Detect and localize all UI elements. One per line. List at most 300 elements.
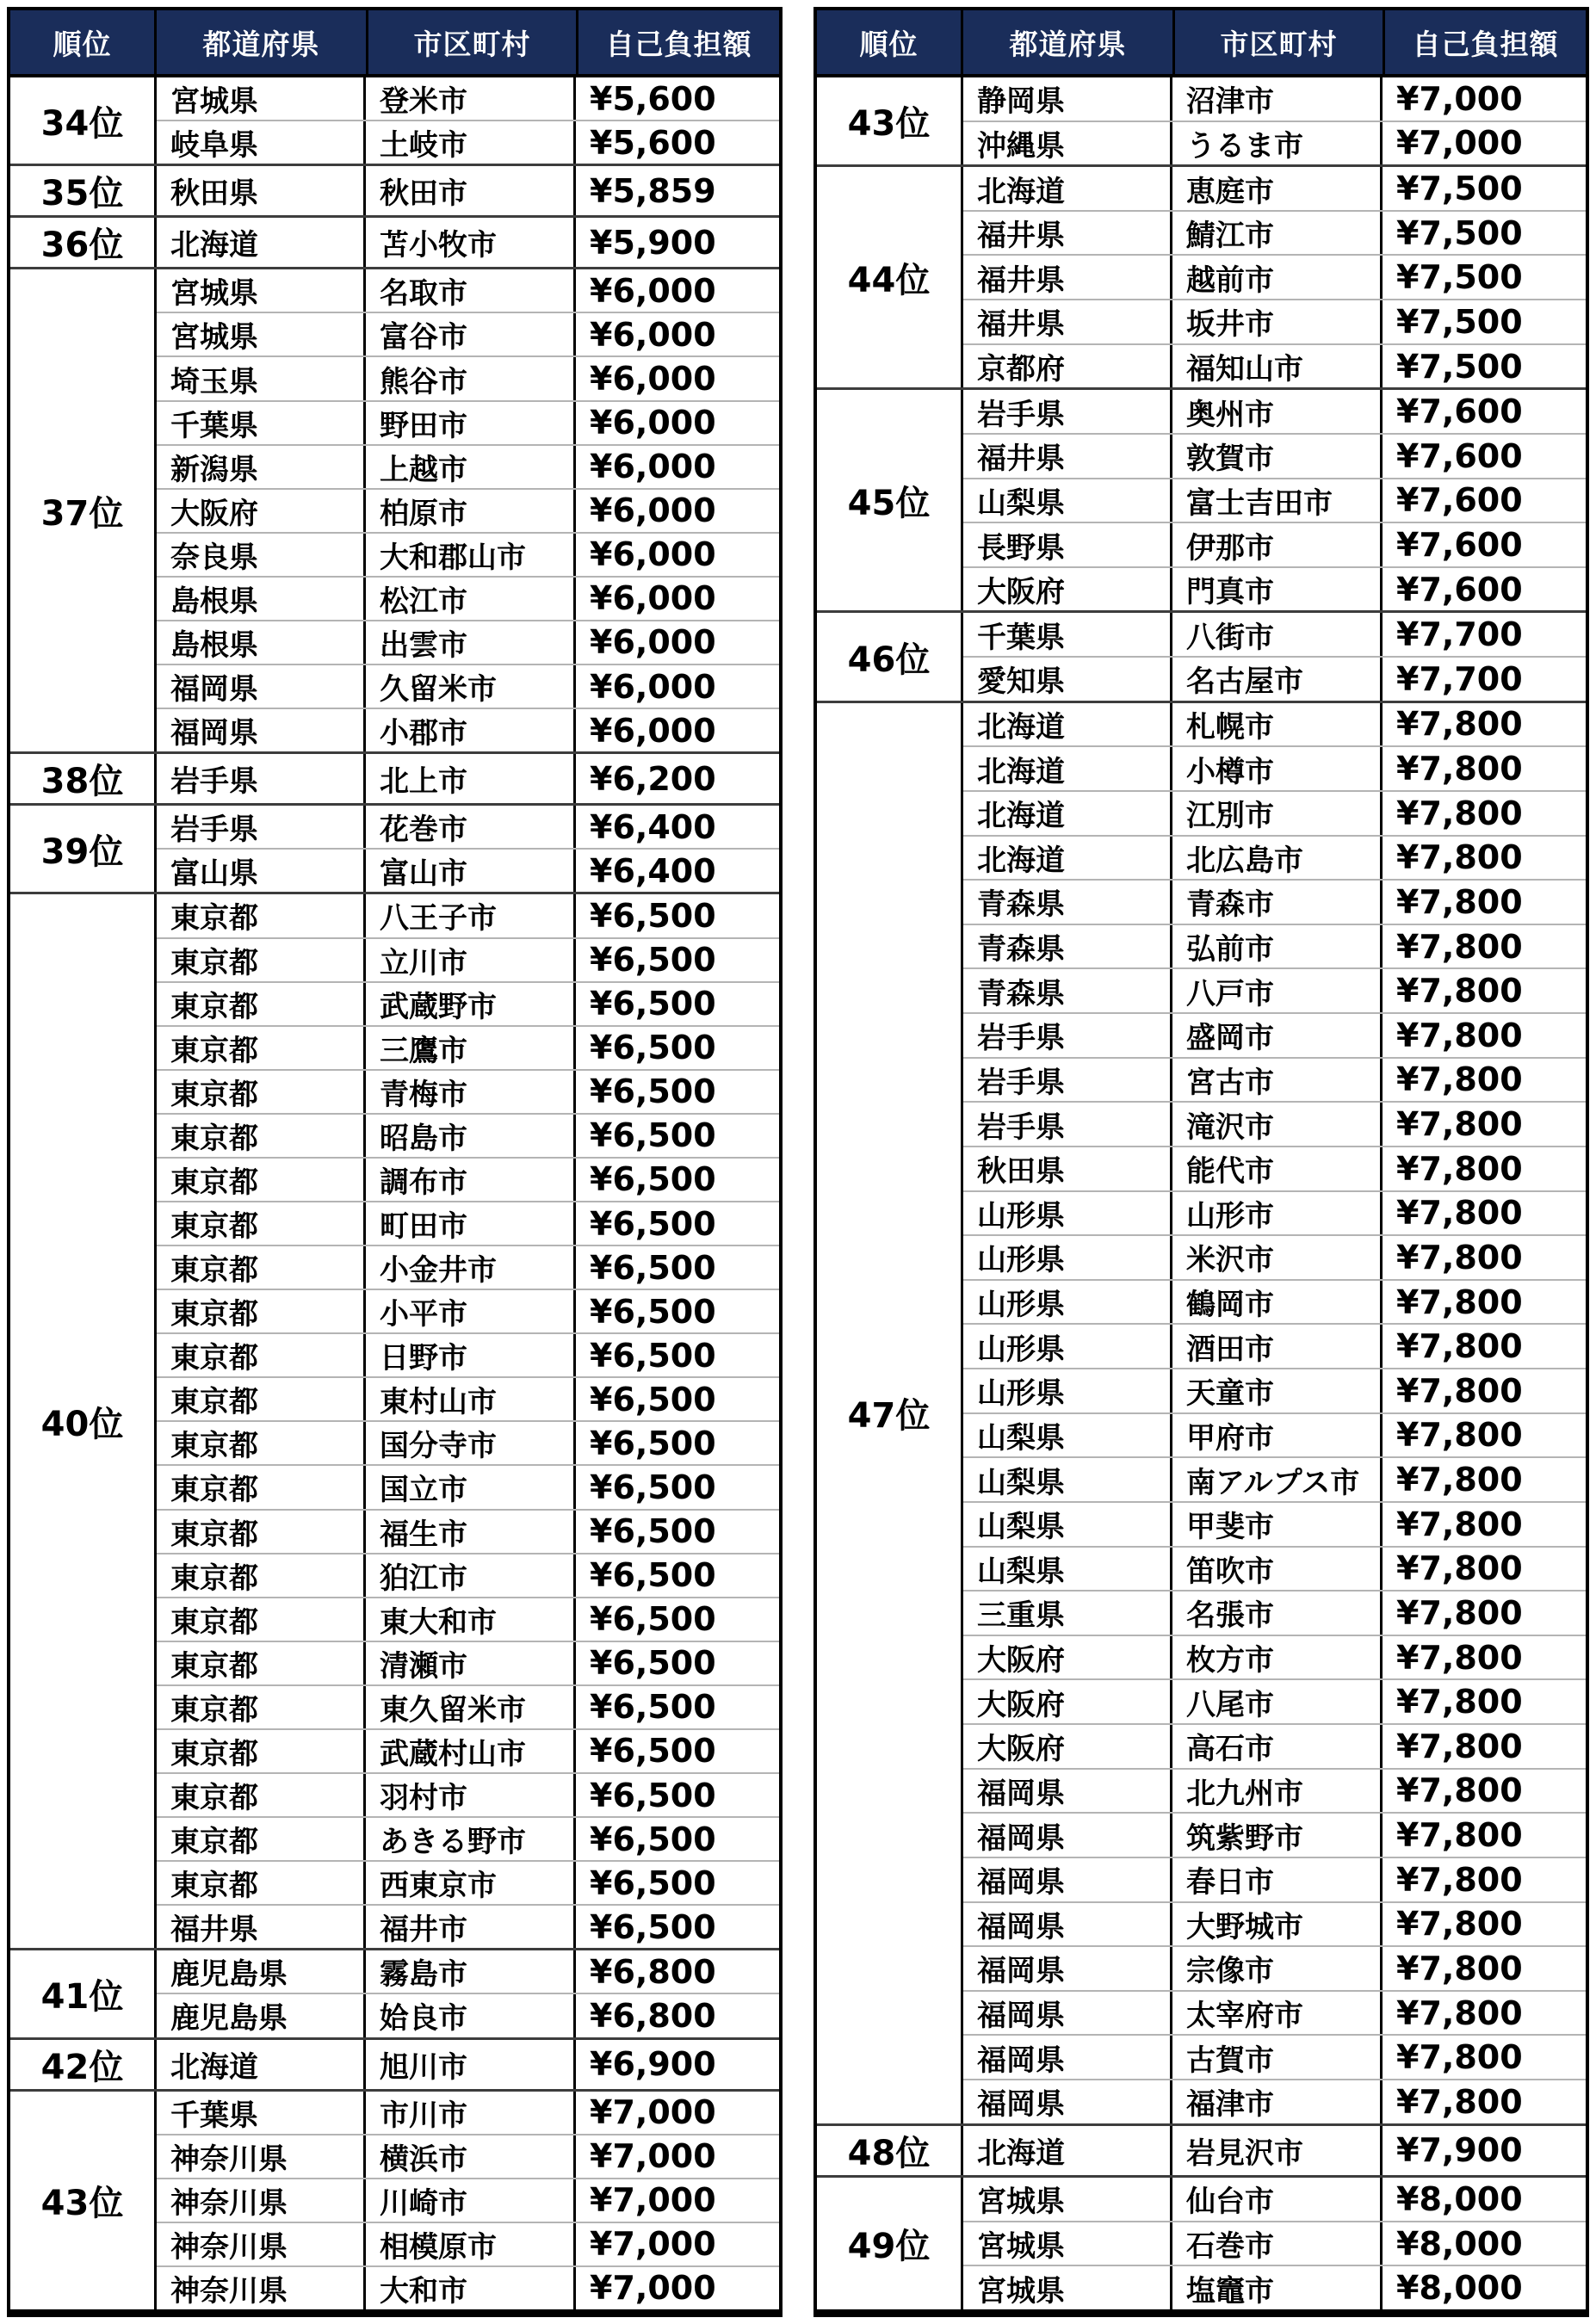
table-row bbox=[157, 1993, 779, 2037]
group-rows bbox=[963, 703, 1586, 2123]
city-cell: 大野城市 bbox=[1172, 1903, 1383, 1946]
city-cell: 清瀬市 bbox=[366, 1642, 576, 1684]
group-rows bbox=[963, 613, 1586, 700]
city-cell: 西東京市 bbox=[366, 1862, 576, 1904]
rank-label: 46位 bbox=[817, 613, 963, 700]
prefecture-cell: 東京都 bbox=[157, 1202, 366, 1245]
table-row bbox=[157, 708, 779, 751]
prefecture-cell: 大阪府 bbox=[963, 1636, 1172, 1679]
prefecture-cell: 東京都 bbox=[157, 1554, 366, 1597]
amount-cell: ¥7,800 bbox=[1396, 1283, 1523, 1321]
city-cell: 敦賀市 bbox=[1172, 435, 1383, 478]
city-cell: 盛岡市 bbox=[1172, 1014, 1383, 1057]
amount-cell: ¥6,000 bbox=[590, 667, 716, 706]
table-row bbox=[963, 167, 1586, 210]
amount-cell: ¥7,800 bbox=[1396, 1105, 1523, 1144]
amount-cell: ¥7,800 bbox=[1396, 1505, 1523, 1543]
table-row bbox=[963, 478, 1586, 522]
amount-cell: ¥6,000 bbox=[590, 491, 716, 530]
amount-cell: ¥6,000 bbox=[590, 711, 716, 750]
prefecture-cell: 東京都 bbox=[157, 1378, 366, 1420]
table-row bbox=[157, 1420, 779, 1464]
group-rows bbox=[157, 806, 779, 892]
prefecture-cell: 秋田県 bbox=[157, 166, 366, 215]
city-cell: 北広島市 bbox=[1172, 837, 1383, 880]
table-row bbox=[963, 613, 1586, 656]
amount-cell: ¥6,500 bbox=[590, 1732, 716, 1771]
prefecture-cell: 北海道 bbox=[963, 703, 1172, 746]
amount-cell: ¥8,000 bbox=[1396, 2179, 1523, 2218]
table-row bbox=[157, 1332, 779, 1376]
amount-cell: ¥7,800 bbox=[1396, 1638, 1523, 1677]
prefecture-cell: 神奈川県 bbox=[157, 2179, 366, 2222]
amount-cell: ¥7,000 bbox=[590, 2269, 716, 2308]
prefecture-cell: 東京都 bbox=[157, 1115, 366, 1157]
table-row bbox=[157, 400, 779, 444]
prefecture-cell: 大阪府 bbox=[963, 568, 1172, 611]
amount-cell: ¥7,800 bbox=[1396, 927, 1523, 966]
city-cell: 塩竈市 bbox=[1172, 2266, 1383, 2309]
group-rows bbox=[157, 754, 779, 803]
prefecture-cell: 長野県 bbox=[963, 523, 1172, 566]
prefecture-cell: 愛知県 bbox=[963, 658, 1172, 701]
prefecture-cell: 山梨県 bbox=[963, 1414, 1172, 1457]
column-header-city: 市区町村 bbox=[1175, 10, 1385, 74]
amount-cell: ¥6,500 bbox=[590, 1556, 716, 1595]
prefecture-cell: 福井県 bbox=[963, 212, 1172, 255]
table-row bbox=[157, 444, 779, 488]
group-rows bbox=[963, 167, 1586, 387]
table-row bbox=[963, 703, 1586, 746]
amount-cell: ¥6,500 bbox=[590, 985, 716, 1023]
rank-group bbox=[817, 387, 1586, 610]
city-cell: 小郡市 bbox=[366, 709, 576, 751]
table-row bbox=[963, 1101, 1586, 1146]
city-cell: 恵庭市 bbox=[1172, 167, 1383, 210]
table-row bbox=[157, 1860, 779, 1904]
city-cell: 横浜市 bbox=[366, 2135, 576, 2178]
amount-cell: ¥6,000 bbox=[590, 579, 716, 618]
amount-cell: ¥7,600 bbox=[1396, 526, 1523, 565]
city-cell: 八街市 bbox=[1172, 613, 1383, 656]
table-row bbox=[157, 355, 779, 399]
table-row bbox=[963, 1412, 1586, 1457]
prefecture-cell: 東京都 bbox=[157, 1071, 366, 1113]
table-row bbox=[963, 2265, 1586, 2309]
rank-group bbox=[10, 2037, 779, 2089]
table-row bbox=[963, 1190, 1586, 1235]
city-cell: 宗像市 bbox=[1172, 1947, 1383, 1990]
city-cell: 苫小牧市 bbox=[366, 218, 576, 267]
column-header-rank: 順位 bbox=[10, 10, 157, 74]
amount-cell: ¥6,500 bbox=[590, 896, 716, 935]
city-cell: 三鷹市 bbox=[366, 1027, 576, 1069]
city-cell: 出雲市 bbox=[366, 621, 576, 664]
city-cell: 伊那市 bbox=[1172, 523, 1383, 566]
amount-cell: ¥6,500 bbox=[590, 941, 716, 980]
prefecture-cell: 大阪府 bbox=[963, 1725, 1172, 1768]
prefecture-cell: 島根県 bbox=[157, 621, 366, 664]
group-rows bbox=[157, 218, 779, 267]
rank-group bbox=[10, 215, 779, 267]
city-cell: 江別市 bbox=[1172, 792, 1383, 835]
table-row bbox=[963, 1768, 1586, 1813]
amount-cell: ¥7,800 bbox=[1396, 1149, 1523, 1188]
table-row bbox=[963, 1234, 1586, 1279]
amount-cell: ¥6,800 bbox=[590, 1996, 716, 2035]
table-row bbox=[157, 120, 779, 164]
prefecture-cell: 東京都 bbox=[157, 1730, 366, 1772]
prefecture-cell: 青森県 bbox=[963, 969, 1172, 1012]
table-row bbox=[963, 1635, 1586, 1679]
table-row bbox=[157, 1597, 779, 1641]
city-cell: 仙台市 bbox=[1172, 2178, 1383, 2221]
table-row bbox=[963, 77, 1586, 121]
city-cell: 石巻市 bbox=[1172, 2222, 1383, 2265]
table-row bbox=[963, 433, 1586, 478]
amount-cell: ¥7,800 bbox=[1396, 705, 1523, 744]
amount-cell: ¥7,600 bbox=[1396, 436, 1523, 475]
prefecture-cell: 東京都 bbox=[157, 1818, 366, 1860]
amount-cell: ¥6,500 bbox=[590, 1820, 716, 1858]
city-cell: 名取市 bbox=[366, 269, 576, 312]
city-cell: 野田市 bbox=[366, 402, 576, 444]
prefecture-cell: 富山県 bbox=[157, 850, 366, 892]
table-row bbox=[157, 1553, 779, 1597]
table-row bbox=[157, 1069, 779, 1113]
city-cell: 福津市 bbox=[1172, 2080, 1383, 2123]
table-row bbox=[157, 576, 779, 620]
prefecture-cell: 宮城県 bbox=[963, 2266, 1172, 2309]
prefecture-cell: 福岡県 bbox=[963, 1903, 1172, 1946]
amount-cell: ¥6,800 bbox=[590, 1952, 716, 1991]
amount-cell: ¥7,800 bbox=[1396, 882, 1523, 921]
rank-label: 35位 bbox=[10, 166, 157, 215]
amount-cell: ¥7,000 bbox=[590, 2181, 716, 2220]
city-cell: あきる野市 bbox=[366, 1818, 576, 1860]
table-row bbox=[157, 1025, 779, 1069]
table-row bbox=[157, 1641, 779, 1684]
city-cell: 八戸市 bbox=[1172, 969, 1383, 1012]
prefecture-cell: 東京都 bbox=[157, 1334, 366, 1376]
table-row bbox=[963, 656, 1586, 701]
city-cell: 富谷市 bbox=[366, 313, 576, 355]
prefecture-cell: 福井県 bbox=[963, 256, 1172, 299]
amount-cell: ¥7,800 bbox=[1396, 2082, 1523, 2121]
prefecture-cell: 埼玉県 bbox=[157, 357, 366, 399]
rank-group bbox=[817, 2123, 1586, 2176]
table-row bbox=[157, 1772, 779, 1816]
city-cell: 八王子市 bbox=[366, 894, 576, 936]
table-row bbox=[963, 967, 1586, 1012]
amount-cell: ¥7,800 bbox=[1396, 1949, 1523, 1987]
amount-cell: ¥6,500 bbox=[590, 1644, 716, 1683]
prefecture-cell: 山形県 bbox=[963, 1325, 1172, 1368]
city-cell: 古賀市 bbox=[1172, 2036, 1383, 2079]
city-cell: 武蔵野市 bbox=[366, 983, 576, 1025]
rank-group bbox=[10, 77, 779, 164]
column-header-city: 市区町村 bbox=[368, 10, 578, 74]
table-row bbox=[157, 2040, 779, 2089]
prefecture-cell: 岩手県 bbox=[963, 1014, 1172, 1057]
amount-cell: ¥7,800 bbox=[1396, 1461, 1523, 1499]
prefecture-cell: 岩手県 bbox=[963, 390, 1172, 433]
table-row bbox=[963, 566, 1586, 611]
amount-cell: ¥7,800 bbox=[1396, 1549, 1523, 1588]
city-cell: 上越市 bbox=[366, 446, 576, 488]
prefecture-cell: 神奈川県 bbox=[157, 2267, 366, 2309]
group-rows bbox=[963, 390, 1586, 610]
prefecture-cell: 山形県 bbox=[963, 1236, 1172, 1279]
prefecture-cell: 青森県 bbox=[963, 925, 1172, 968]
rank-label: 39位 bbox=[10, 806, 157, 892]
amount-cell: ¥6,500 bbox=[590, 1204, 716, 1243]
table-row bbox=[963, 1723, 1586, 1768]
city-cell: 久留米市 bbox=[366, 665, 576, 708]
prefecture-cell: 岩手県 bbox=[963, 1059, 1172, 1102]
rank-label: 40位 bbox=[10, 894, 157, 1948]
ranking-table-left bbox=[7, 7, 783, 2317]
table-row bbox=[963, 879, 1586, 924]
amount-cell: ¥7,800 bbox=[1396, 1238, 1523, 1276]
prefecture-cell: 秋田県 bbox=[963, 1147, 1172, 1190]
amount-cell: ¥7,800 bbox=[1396, 1016, 1523, 1054]
table-row bbox=[963, 1945, 1586, 1990]
city-cell: 相模原市 bbox=[366, 2223, 576, 2265]
table-row bbox=[157, 1157, 779, 1201]
table-row bbox=[157, 2265, 779, 2309]
amount-cell: ¥7,500 bbox=[1396, 170, 1523, 208]
table-row bbox=[963, 835, 1586, 880]
table-row bbox=[157, 1950, 779, 1993]
table-row bbox=[157, 77, 779, 120]
table-row bbox=[963, 1546, 1586, 1591]
table-row bbox=[157, 1201, 779, 1245]
amount-cell: ¥5,900 bbox=[590, 223, 716, 262]
amount-cell: ¥5,600 bbox=[590, 123, 716, 162]
prefecture-cell: 東京都 bbox=[157, 1686, 366, 1728]
city-cell: 門真市 bbox=[1172, 568, 1383, 611]
amount-cell: ¥6,000 bbox=[590, 271, 716, 310]
table-row bbox=[157, 1509, 779, 1553]
city-cell: 沼津市 bbox=[1172, 77, 1383, 121]
table-row bbox=[157, 894, 779, 936]
table-row bbox=[963, 1146, 1586, 1190]
table-row bbox=[963, 2079, 1586, 2123]
amount-cell: ¥6,000 bbox=[590, 360, 716, 398]
prefecture-cell: 宮城県 bbox=[157, 77, 366, 120]
prefecture-cell: 東京都 bbox=[157, 1642, 366, 1684]
city-cell: 筑紫野市 bbox=[1172, 1814, 1383, 1857]
city-cell: 松江市 bbox=[366, 578, 576, 620]
rank-group bbox=[817, 610, 1586, 700]
prefecture-cell: 東京都 bbox=[157, 1466, 366, 1508]
amount-cell: ¥7,800 bbox=[1396, 1683, 1523, 1721]
table-row bbox=[157, 488, 779, 532]
table-row bbox=[963, 1323, 1586, 1368]
prefecture-cell: 東京都 bbox=[157, 894, 366, 936]
table-row bbox=[963, 390, 1586, 433]
amount-cell: ¥8,000 bbox=[1396, 2269, 1523, 2308]
city-cell: 青森市 bbox=[1172, 881, 1383, 924]
table-row bbox=[963, 121, 1586, 165]
amount-cell: ¥7,800 bbox=[1396, 1327, 1523, 1366]
table-row bbox=[157, 754, 779, 803]
prefecture-cell: 大阪府 bbox=[157, 490, 366, 532]
column-header-rank: 順位 bbox=[817, 10, 963, 74]
prefecture-cell: 奈良県 bbox=[157, 534, 366, 576]
amount-cell: ¥7,500 bbox=[1396, 302, 1523, 341]
city-cell: 宮古市 bbox=[1172, 1059, 1383, 1102]
prefecture-cell: 島根県 bbox=[157, 578, 366, 620]
city-cell: うるま市 bbox=[1172, 122, 1383, 165]
amount-cell: ¥5,600 bbox=[590, 79, 716, 118]
prefecture-cell: 山梨県 bbox=[963, 1458, 1172, 1501]
prefecture-cell: 山形県 bbox=[963, 1192, 1172, 1235]
table-row bbox=[963, 2126, 1586, 2176]
prefecture-cell: 大阪府 bbox=[963, 1680, 1172, 1723]
table-row bbox=[963, 1279, 1586, 1324]
city-cell: 東村山市 bbox=[366, 1378, 576, 1420]
prefecture-cell: 新潟県 bbox=[157, 446, 366, 488]
prefecture-cell: 東京都 bbox=[157, 1598, 366, 1641]
city-cell: 山形市 bbox=[1172, 1192, 1383, 1235]
amount-cell: ¥7,500 bbox=[1396, 213, 1523, 252]
table-row bbox=[963, 210, 1586, 255]
table-row bbox=[157, 981, 779, 1025]
amount-cell: ¥6,500 bbox=[590, 1864, 716, 1902]
table-row bbox=[963, 1678, 1586, 1723]
amount-cell: ¥7,700 bbox=[1396, 659, 1523, 698]
prefecture-cell: 福岡県 bbox=[963, 1814, 1172, 1857]
city-cell: 甲斐市 bbox=[1172, 1503, 1383, 1546]
amount-cell: ¥7,800 bbox=[1396, 1194, 1523, 1233]
city-cell: 名張市 bbox=[1172, 1592, 1383, 1635]
amount-cell: ¥7,800 bbox=[1396, 2038, 1523, 2077]
rank-group bbox=[10, 164, 779, 215]
prefecture-cell: 福岡県 bbox=[963, 1992, 1172, 2035]
amount-cell: ¥7,600 bbox=[1396, 392, 1523, 431]
city-cell: 太宰府市 bbox=[1172, 1992, 1383, 2035]
prefecture-cell: 静岡県 bbox=[963, 77, 1172, 121]
city-cell: 越前市 bbox=[1172, 256, 1383, 299]
table-row bbox=[963, 790, 1586, 835]
amount-cell: ¥6,500 bbox=[590, 1688, 716, 1727]
rank-group bbox=[817, 701, 1586, 2123]
city-cell: 札幌市 bbox=[1172, 703, 1383, 746]
rank-group bbox=[817, 2175, 1586, 2309]
amount-cell: ¥7,800 bbox=[1396, 1727, 1523, 1765]
prefecture-cell: 北海道 bbox=[157, 218, 366, 267]
amount-cell: ¥7,800 bbox=[1396, 972, 1523, 1011]
rank-group bbox=[817, 164, 1586, 387]
prefecture-cell: 宮城県 bbox=[963, 2222, 1172, 2265]
amount-cell: ¥6,500 bbox=[590, 1424, 716, 1462]
prefecture-cell: 東京都 bbox=[157, 1774, 366, 1816]
table-row bbox=[963, 1857, 1586, 1901]
amount-cell: ¥6,500 bbox=[590, 1116, 716, 1155]
table-row bbox=[963, 1990, 1586, 2035]
table-row bbox=[157, 1816, 779, 1860]
prefecture-cell: 福岡県 bbox=[157, 709, 366, 751]
city-cell: 東大和市 bbox=[366, 1598, 576, 1641]
table-row bbox=[157, 1245, 779, 1289]
amount-cell: ¥7,500 bbox=[1396, 258, 1523, 297]
table-row bbox=[157, 664, 779, 708]
prefecture-cell: 東京都 bbox=[157, 1422, 366, 1464]
city-cell: 秋田市 bbox=[366, 166, 576, 215]
prefecture-cell: 東京都 bbox=[157, 1862, 366, 1904]
amount-cell: ¥6,500 bbox=[590, 1248, 716, 1287]
city-cell: 旭川市 bbox=[366, 2040, 576, 2089]
prefecture-cell: 東京都 bbox=[157, 1511, 366, 1553]
group-rows bbox=[157, 2040, 779, 2089]
amount-cell: ¥7,800 bbox=[1396, 1816, 1523, 1855]
amount-cell: ¥6,500 bbox=[590, 1072, 716, 1111]
amount-cell: ¥6,000 bbox=[590, 448, 716, 486]
city-cell: 小樽市 bbox=[1172, 747, 1383, 790]
prefecture-cell: 宮城県 bbox=[963, 2178, 1172, 2221]
amount-cell: ¥7,800 bbox=[1396, 1416, 1523, 1455]
prefecture-cell: 山形県 bbox=[963, 1281, 1172, 1324]
column-header-prefecture: 都道府県 bbox=[963, 10, 1175, 74]
amount-cell: ¥7,800 bbox=[1396, 794, 1523, 832]
prefecture-cell: 福岡県 bbox=[157, 665, 366, 708]
prefecture-cell: 山梨県 bbox=[963, 1548, 1172, 1591]
prefecture-cell: 三重県 bbox=[963, 1592, 1172, 1635]
amount-cell: ¥6,500 bbox=[590, 1336, 716, 1375]
group-rows bbox=[157, 166, 779, 215]
city-cell: 昭島市 bbox=[366, 1115, 576, 1157]
rank-label: 41位 bbox=[10, 1950, 157, 2037]
table-row bbox=[157, 532, 779, 576]
table-row bbox=[963, 522, 1586, 566]
group-rows bbox=[157, 77, 779, 164]
table-row bbox=[963, 2221, 1586, 2265]
group-rows bbox=[157, 269, 779, 751]
amount-cell: ¥6,400 bbox=[590, 851, 716, 890]
amount-cell: ¥7,000 bbox=[590, 2137, 716, 2176]
amount-cell: ¥6,500 bbox=[590, 1380, 716, 1419]
prefecture-cell: 神奈川県 bbox=[157, 2135, 366, 2178]
city-cell: 熊谷市 bbox=[366, 357, 576, 399]
table-row bbox=[963, 299, 1586, 343]
city-cell: 東久留米市 bbox=[366, 1686, 576, 1728]
city-cell: 富山市 bbox=[366, 850, 576, 892]
rank-label: 34位 bbox=[10, 77, 157, 164]
city-cell: 花巻市 bbox=[366, 806, 576, 848]
prefecture-cell: 福岡県 bbox=[963, 1858, 1172, 1901]
amount-cell: ¥7,000 bbox=[1396, 124, 1523, 163]
prefecture-cell: 福岡県 bbox=[963, 1770, 1172, 1813]
amount-cell: ¥7,800 bbox=[1396, 1593, 1523, 1632]
rank-group bbox=[817, 77, 1586, 164]
city-cell: 青梅市 bbox=[366, 1071, 576, 1113]
amount-cell: ¥7,000 bbox=[590, 2093, 716, 2132]
prefecture-cell: 山梨県 bbox=[963, 479, 1172, 522]
city-cell: 福知山市 bbox=[1172, 345, 1383, 388]
city-cell: 春日市 bbox=[1172, 1858, 1383, 1901]
city-cell: 大和市 bbox=[366, 2267, 576, 2309]
prefecture-cell: 福井県 bbox=[963, 300, 1172, 343]
city-cell: 姶良市 bbox=[366, 1994, 576, 2037]
table-row bbox=[157, 312, 779, 355]
city-cell: 福生市 bbox=[366, 1511, 576, 1553]
rank-group bbox=[10, 751, 779, 803]
prefecture-cell: 山形県 bbox=[963, 1369, 1172, 1412]
rank-group bbox=[10, 2089, 779, 2309]
prefecture-cell: 福岡県 bbox=[963, 2080, 1172, 2123]
